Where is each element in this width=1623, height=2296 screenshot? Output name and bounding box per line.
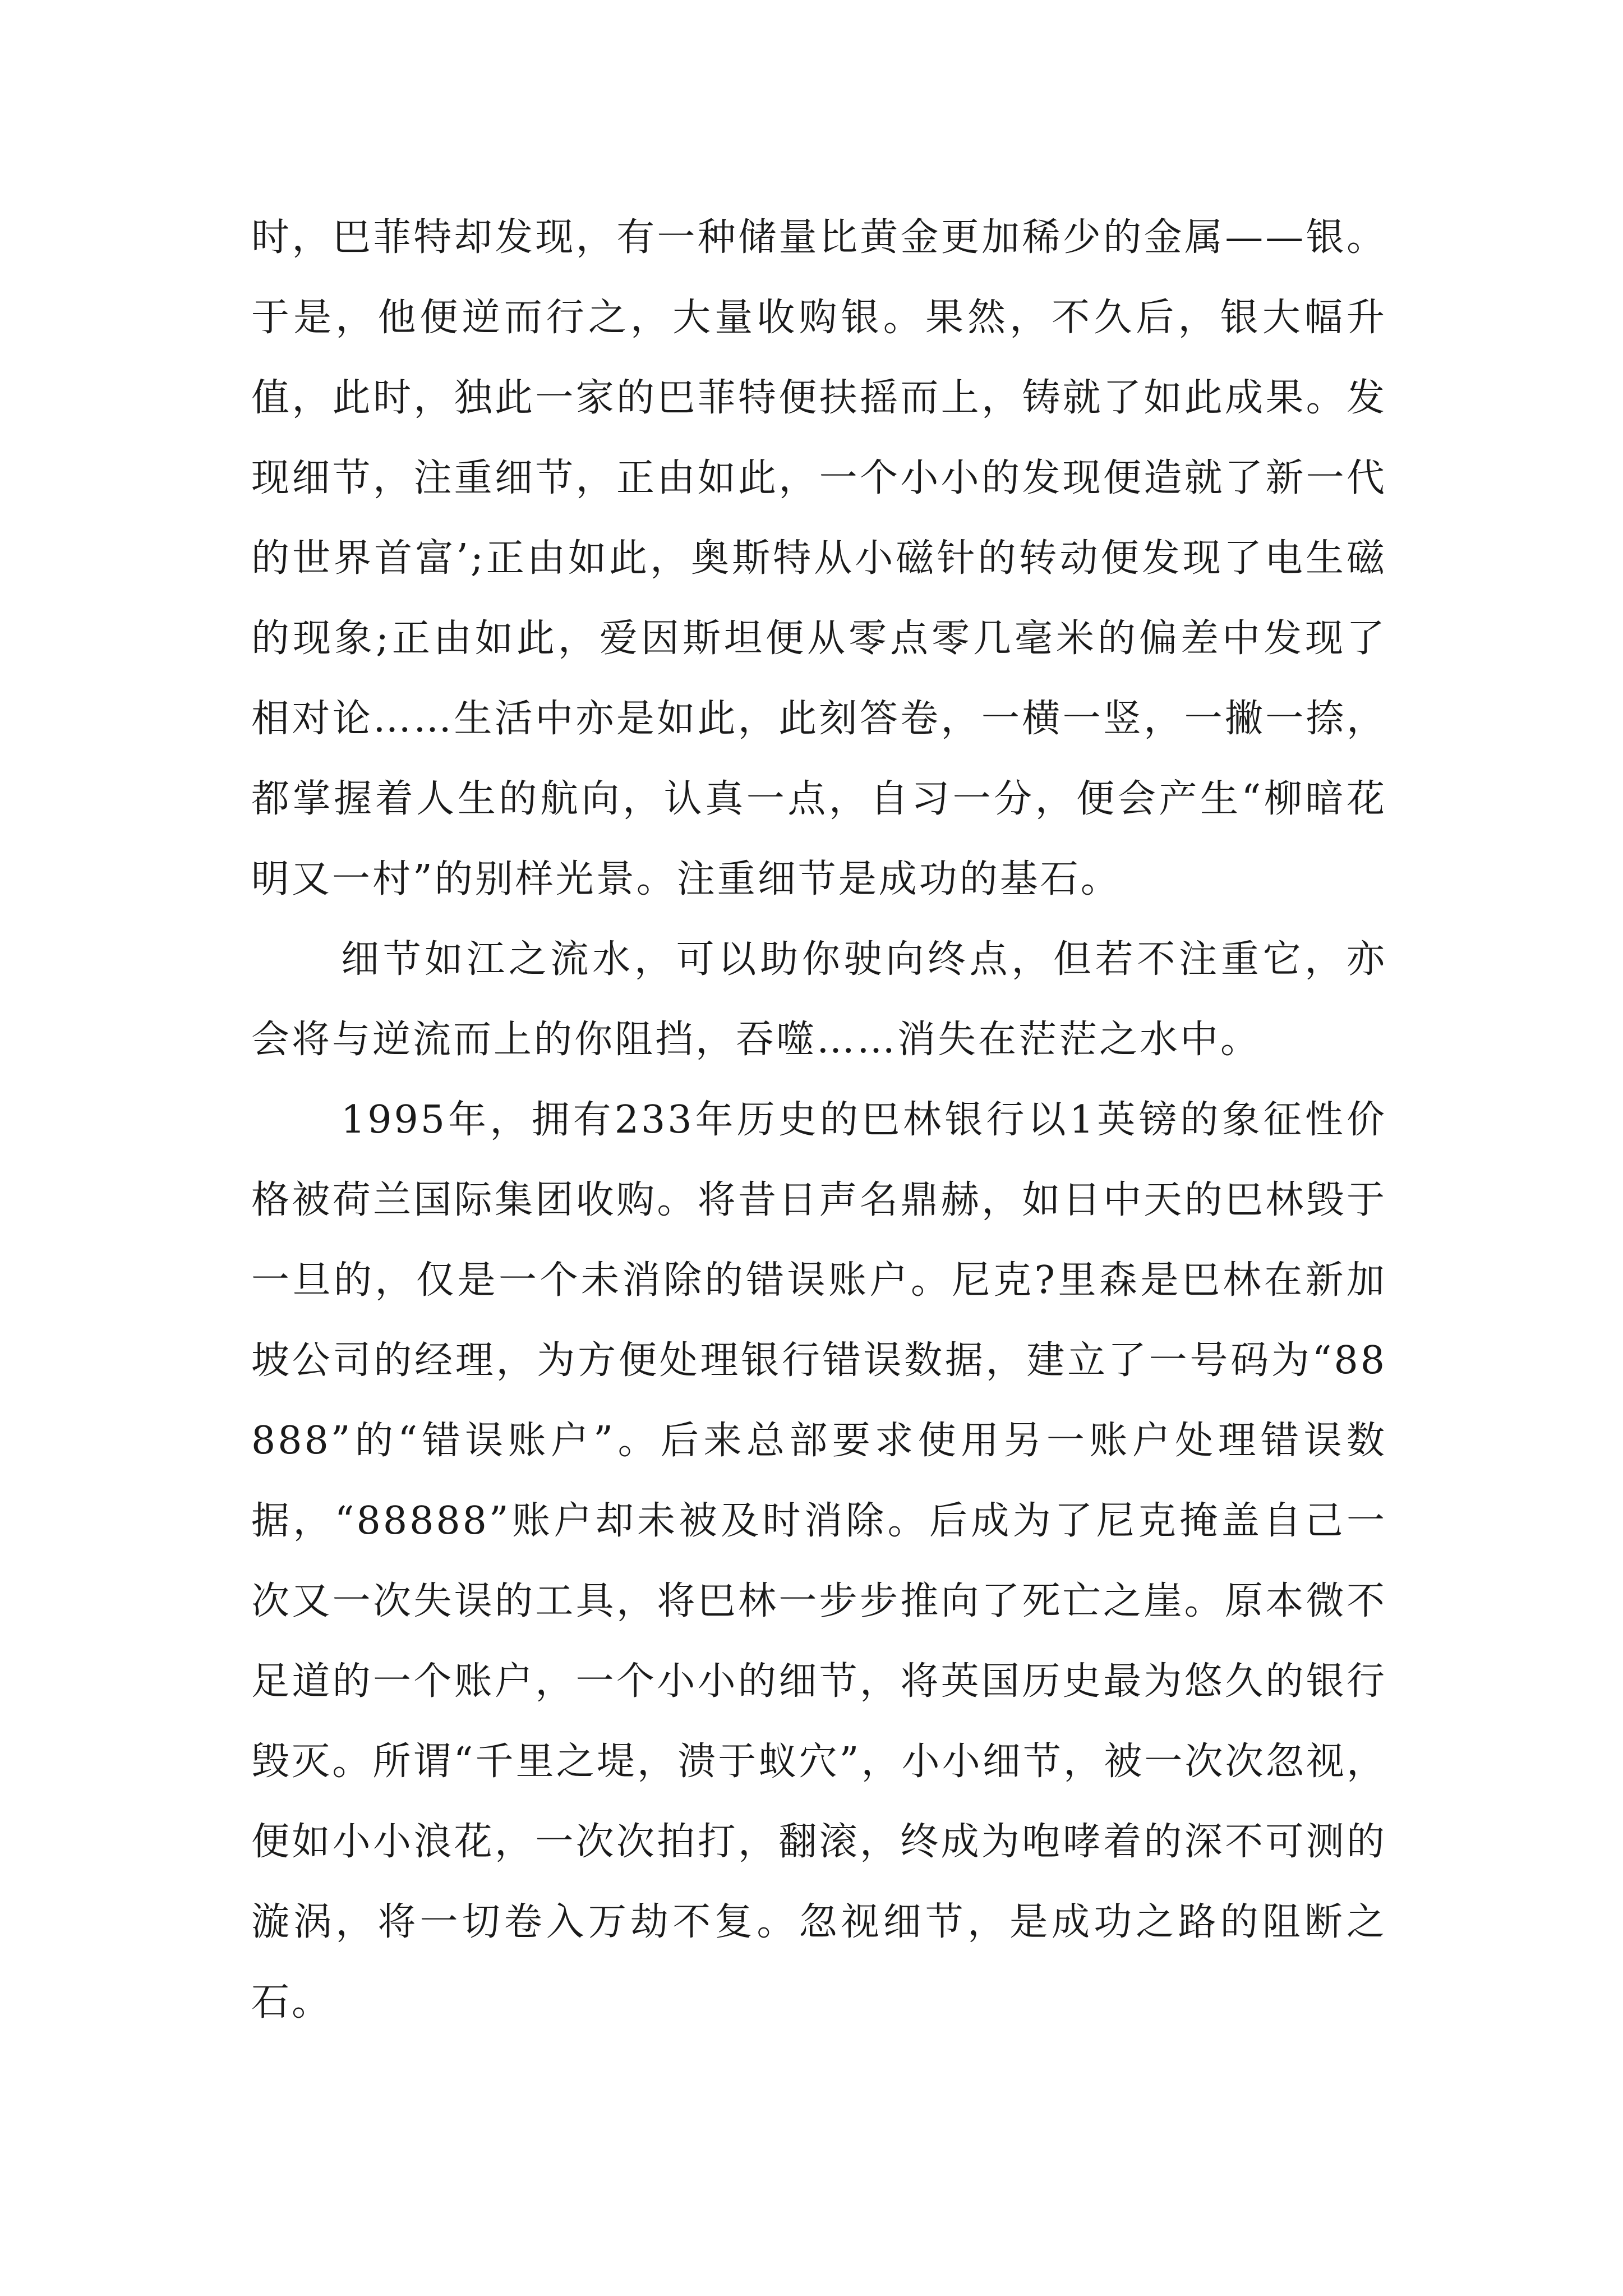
paragraph-1: 时，巴菲特却发现，有一种储量比黄金更加稀少的金属——银。于是，他便逆而行之，大量收购银。果然，不久后，银大幅升值，此时，独此一家的巴菲特便扶摇而上，铸就了如此成果。发现细节，注重细节，正由如此，一个小小的发现便造就了新一代的世界首富’;正由如此，奥斯特从小磁针的转动便发现了电生磁的现象;正由如此，爱因斯坦便从零点零几毫米的偏差中发现了相对论……生活中亦是如此，此刻答卷，一横一竖，一撇一捺，都掌握着人生的航向，认真一点，自习一分，便会产生“柳暗花明又一村”的别样光景。注重细节是成功的基石。 [251,215,1387,901]
paragraph-3: 1995年，拥有233年历史的巴林银行以1英镑的象征性价格被荷兰国际集团收购。将昔日声名鼎赫，如日中天的巴林毁于一旦的，仅是一个未消除的错误账户。尼克?里森是巴林在新加坡公司的经理，为方便处理银行错误数据，建立了一号码为“88888”的“错误账户”。后来总部要求使用另一账户处理错误数据，“88888”账户却未被及时消除。后成为了尼克掩盖自己一次又一次失误的工具，将巴林一步步推向了死亡之崖。原本微不足道的一个账户，一个小小的细节，将英国历史最为悠久的银行毁灭。所谓“千里之堤，溃于蚁穴”，小小细节，被一次次忽视，便如小小浪花，一次次拍打，翻滚，终成为咆哮着的深不可测的漩涡，将一切卷入万劫不复。忽视细节，是成功之路的阻断之石。 [251,1098,1387,2024]
document-body [251,197,1387,2042]
paragraph-2: 细节如江之流水，可以助你驶向终点，但若不注重它，亦会将与逆流而上的你阻挡，吞噬……消失在茫茫之水中。 [251,937,1387,1062]
